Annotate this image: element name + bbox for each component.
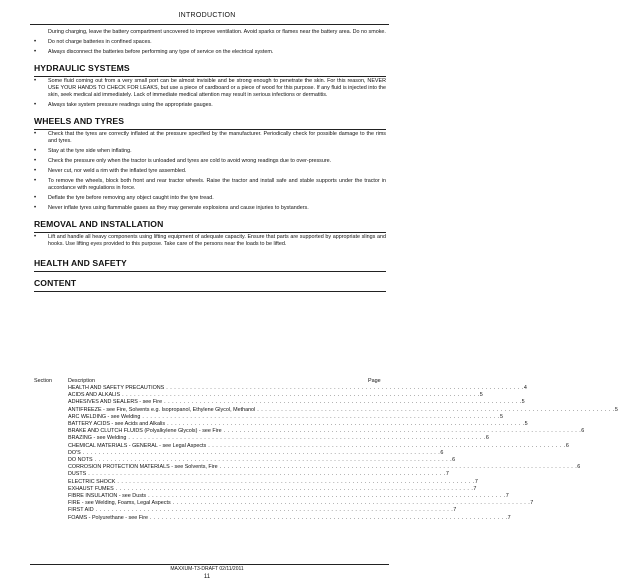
toc-description-text: EXHAUST FUMES xyxy=(68,485,114,492)
toc-page-cell: 6 xyxy=(485,435,489,442)
table-row xyxy=(34,392,483,399)
footer-note: MAXXUM-T3-DRAFT 02/11/2011 xyxy=(170,566,244,572)
toc-description-cell xyxy=(68,435,486,442)
toc-description-cell xyxy=(68,407,615,414)
toc-header-row xyxy=(34,378,386,385)
dot-leader: . . . . . . . . . . . . . . . . . . . . . . . . . . . . . . . . . . . . . . . . . . . . . . . . . . . . . . . . . . . . . . . . . . . . . . . . . . . . . . . . . . . . . . . . . . xyxy=(165,421,525,428)
table-row xyxy=(34,428,585,435)
dot-leader: . . . . . . . . . . . . . . . . . . . . . . . . . . . . . . . . . . . . . . . . . . . . . . . . . . . . . . . . . . . . . . . . . . . . . . . . . . . . . . . . . . . . . . . . . . xyxy=(221,428,582,435)
toc-description-text: ACIDS AND ALKALIS xyxy=(68,392,121,399)
header-rule xyxy=(30,24,389,25)
toc-section-cell xyxy=(34,428,68,435)
toc-rows xyxy=(34,385,618,522)
toc-description-text: FOAMS - Polyurethane - see Fire xyxy=(68,514,148,521)
toc-description-cell xyxy=(68,392,480,399)
toc-page-cell: 6 xyxy=(577,464,581,471)
table-row xyxy=(34,457,456,464)
toc-page-cell: 6 xyxy=(440,449,444,456)
list-item: • Some fluid coming out from a very small port can be almost invisible and be strong enough to penetrate the skin. For this reason, NEVER USE YOUR HANDS TO CHECK FOR LEAKS, but use a piece of cardboard or a piece of wood for this purpose. If any fluid is injected into the skin, seek medical aid immediately. Lack of immediate medical attention may result in serious infections or dermatitis. xyxy=(34,78,386,99)
toc-page-cell: 7 xyxy=(474,478,478,485)
toc-section-cell xyxy=(34,479,68,486)
toc-page-cell: 5 xyxy=(479,392,483,399)
toc-description-text: ANTIFREEZE - see Fire, Solvents e.g. Isopropanol, Ethylene Glycol, Methanol xyxy=(68,406,256,413)
toc-description-cell xyxy=(68,450,440,457)
dot-leader: . . . . . . . . . . . . . . . . . . . . . . . . . . . . . . . . . . . . . . . . . . . . . . . . . . . . . . . . . . . . . . . . . . . . . . . . . . . . . . . . . . . . . . . . . . xyxy=(92,457,453,464)
dot-leader: . . . . . . . . . . . . . . . . . . . . . . . . . . . . . . . . . . . . . . . . . . . . . . . . . . . . . . . . . . . . . . . . . . . . . . . . . . . . . . . . . . . . . . . . . . xyxy=(206,442,566,449)
toc-page-cell: 5 xyxy=(521,399,525,406)
dot-leader: . . . . . . . . . . . . . . . . . . . . . . . . . . . . . . . . . . . . . . . . . . . . . . . . . . . . . . . . . . . . . . . . . . . . . . . . . . . . . . . . . . . . . . . . . . xyxy=(146,493,506,500)
toc-page-cell: 7 xyxy=(507,514,511,521)
toc-page-cell: 7 xyxy=(505,493,509,500)
toc-section-cell xyxy=(34,399,68,406)
dot-leader: . . . . . . . . . . . . . . . . . . . . . . . . . . . . . . . . . . . . . . . . . . . . . . . . . . . . . . . . . . . . . . . . . . . . . . . . . . . . . . . . . . . . . . . . . . xyxy=(115,478,475,485)
list-item: • Check the pressure only when the tractor is unloaded and tyres are cold to avoid wrong readings due to over-pressure. xyxy=(34,158,386,165)
toc-description-cell xyxy=(68,515,508,522)
table-row xyxy=(34,507,457,514)
table-row xyxy=(34,385,527,392)
toc-section-cell xyxy=(34,407,68,414)
toc-description-cell xyxy=(68,493,506,500)
toc-section-cell xyxy=(34,507,68,514)
toc-description-text: BATTERY ACIDS - see Acids and Alkalis xyxy=(68,421,166,428)
toc-description-text: BRAZING - see Welding xyxy=(68,435,127,442)
table-row xyxy=(34,399,525,406)
body-content xyxy=(34,29,386,293)
toc-section-cell xyxy=(34,443,68,450)
toc-section-cell xyxy=(34,414,68,421)
toc-description-cell xyxy=(68,479,475,486)
toc-col-page: Page xyxy=(368,378,381,384)
dot-leader: . . . . . . . . . . . . . . . . . . . . . . . . . . . . . . . . . . . . . . . . . . . . . . . . . . . . . . . . . . . . . . . . . . . . . . . . . . . . . . . . . . . . . . . . . . xyxy=(255,406,615,413)
toc-page-cell: 6 xyxy=(452,457,456,464)
table-row xyxy=(34,485,477,493)
toc-description-text: CHEMICAL MATERIALS - GENERAL - see Legal Aspects xyxy=(68,442,207,449)
table-of-contents xyxy=(34,378,618,522)
toc-page-cell: 4 xyxy=(523,385,527,391)
section-heading-health: HEALTH AND SAFETY xyxy=(34,258,386,272)
table-row xyxy=(34,413,503,421)
list-item: • Do not charge batteries in confined spaces. xyxy=(34,39,386,46)
table-row xyxy=(34,442,569,450)
table-row xyxy=(34,471,449,478)
table-row xyxy=(34,406,618,414)
dot-leader: . . . . . . . . . . . . . . . . . . . . . . . . . . . . . . . . . . . . . . . . . . . . . . . . . . . . . . . . . . . . . . . . . . . . . . . . . . . . . . . . . . . . . . . . . . xyxy=(164,385,524,391)
toc-description-cell xyxy=(68,414,500,421)
dot-leader: . . . . . . . . . . . . . . . . . . . . . . . . . . . . . . . . . . . . . . . . . . . . . . . . . . . . . . . . . . . . . . . . . . . . . . . . . . . . . . . . . . . . . . . . . . xyxy=(113,485,474,492)
dot-leader: . . . . . . . . . . . . . . . . . . . . . . . . . . . . . . . . . . . . . . . . . . . . . . . . . . . . . . . . . . . . . . . . . . . . . . . . . . . . . . . . . . . . . . . . . . xyxy=(86,471,446,478)
toc-description-text: FIRE - see Welding, Foams, Legal Aspects xyxy=(68,500,171,507)
toc-description-cell xyxy=(68,486,473,493)
intro-paragraph: During charging, leave the battery compartment uncovered to improve ventilation. Avoid sparks or flames near the battery area. Do no smoke. xyxy=(48,29,386,35)
toc-description-cell xyxy=(68,443,566,450)
toc-description-cell xyxy=(68,471,446,478)
section-heading-content: CONTENT xyxy=(34,278,386,292)
section-heading-removal: REMOVAL AND INSTALLATION xyxy=(34,219,386,233)
toc-section-cell xyxy=(34,385,68,392)
toc-col-section: Section xyxy=(34,378,52,384)
toc-description-cell xyxy=(68,385,524,392)
list-item: • Lift and handle all heavy components using lifting equipment of adequate capacity. Ensure that parts are supported by appropriate slings and hooks. Use lifting eyes provided to this purpose. Take care of the persons near the loads to be lifted. xyxy=(34,234,386,248)
dot-leader: . . . . . . . . . . . . . . . . . . . . . . . . . . . . . . . . . . . . . . . . . . . . . . . . . . . . . . . . . . . . . . . . . . . . . . . . . . . . . . . . . . . . . . . . . . xyxy=(93,507,454,514)
toc-description-text: ELECTRIC SHOCK xyxy=(68,478,116,485)
section-heading-hydraulic: HYDRAULIC SYSTEMS xyxy=(34,63,386,77)
toc-description-text: FIRST AID xyxy=(68,507,94,514)
toc-section-cell xyxy=(34,421,68,428)
list-item: • Always disconnect the batteries before performing any type of service on the electrical system. xyxy=(34,49,386,56)
table-row xyxy=(34,449,444,457)
table-row xyxy=(34,421,528,428)
toc-description-text: FIBRE INSULATION - see Dusts xyxy=(68,493,147,500)
toc-description-cell xyxy=(68,507,453,514)
table-row xyxy=(34,500,534,507)
toc-page-cell: 6 xyxy=(581,428,585,435)
dot-leader: . . . . . . . . . . . . . . . . . . . . . . . . . . . . . . . . . . . . . . . . . . . . . . . . . . . . . . . . . . . . . . . . . . . . . . . . . . . . . . . . . . . . . . . . . . xyxy=(162,399,522,406)
toc-section-cell xyxy=(34,500,68,507)
toc-description-cell xyxy=(68,457,452,464)
toc-description-cell xyxy=(68,399,522,406)
running-header: INTRODUCTION xyxy=(178,12,236,19)
toc-section-cell xyxy=(34,471,68,478)
toc-description-text: HEALTH AND SAFETY PRECAUTIONS xyxy=(68,385,165,391)
dot-leader: . . . . . . . . . . . . . . . . . . . . . . . . . . . . . . . . . . . . . . . . . . . . . . . . . . . . . . . . . . . . . . . . . . . . . . . . . . . . . . . . . . . . . . . . . . xyxy=(217,464,578,471)
toc-page-cell: 7 xyxy=(473,485,477,492)
table-row xyxy=(34,514,511,522)
toc-section-cell xyxy=(34,486,68,493)
toc-section-cell xyxy=(34,457,68,464)
toc-description-text: CORROSION PROTECTION MATERIALS - see Solvents, Fire xyxy=(68,464,218,471)
dot-leader: . . . . . . . . . . . . . . . . . . . . . . . . . . . . . . . . . . . . . . . . . . . . . . . . . . . . . . . . . . . . . . . . . . . . . . . . . . . . . . . . . . . . . . . . . . xyxy=(170,500,531,507)
list-item: • Deflate the tyre before removing any object caught into the tyre tread. xyxy=(34,195,386,202)
table-row xyxy=(34,493,509,500)
footer-rule xyxy=(30,564,389,565)
toc-section-cell xyxy=(34,493,68,500)
section-heading-wheels: WHEELS AND TYRES xyxy=(34,116,386,130)
dot-leader: . . . . . . . . . . . . . . . . . . . . . . . . . . . . . . . . . . . . . . . . . . . . . . . . . . . . . . . . . . . . . . . . . . . . . . . . . . . . . . . . . . . . . . . . . . xyxy=(126,435,486,442)
dot-leader: . . . . . . . . . . . . . . . . . . . . . . . . . . . . . . . . . . . . . . . . . . . . . . . . . . . . . . . . . . . . . . . . . . . . . . . . . . . . . . . . . . . . . . . . . . xyxy=(148,514,508,521)
toc-description-text: DO'S xyxy=(68,449,81,456)
toc-page-cell: 5 xyxy=(614,406,618,413)
toc-section-cell xyxy=(34,450,68,457)
list-item: • Never cut, nor weld a rim with the inflated tyre assembled. xyxy=(34,168,386,175)
toc-page-cell: 5 xyxy=(500,413,503,420)
toc-description-cell xyxy=(68,500,530,507)
toc-page-cell: 7 xyxy=(453,507,457,514)
table-row xyxy=(34,435,489,442)
list-item: • Always take system pressure readings using the appropriate gauges. xyxy=(34,102,386,109)
toc-description-cell xyxy=(68,428,581,435)
table-row xyxy=(34,464,581,471)
toc-page-cell: 6 xyxy=(565,442,569,449)
toc-section-cell xyxy=(34,392,68,399)
toc-description-text: ARC WELDING - see Welding xyxy=(68,413,141,420)
toc-description-cell xyxy=(68,464,577,471)
list-item: • To remove the wheels, block both front and rear tractor wheels. Raise the tractor and install safe and stable supports under the tractor in accordance with regulations in force. xyxy=(34,178,386,192)
toc-page-cell: 7 xyxy=(530,500,534,507)
page-number: 11 xyxy=(203,574,211,580)
toc-description-text: DO NOTS xyxy=(68,457,93,464)
toc-page-cell: 5 xyxy=(524,421,528,428)
toc-section-cell xyxy=(34,515,68,522)
list-item: • Never inflate tyres using flammable gases as they may generate explosions and cause injuries to bystanders. xyxy=(34,205,386,212)
toc-description-cell xyxy=(68,421,525,428)
toc-description-text: DUSTS xyxy=(68,471,87,478)
toc-section-cell xyxy=(34,435,68,442)
dot-leader: . . . . . . . . . . . . . . . . . . . . . . . . . . . . . . . . . . . . . . . . . . . . . . . . . . . . . . . . . . . . . . . . . . . . . . . . . . . . . . . . . . . . . . . . . . xyxy=(140,413,500,420)
list-item: • Check that the tyres are correctly inflated at the pressure specified by the manufacturer. Periodically check for possible damage to the rims and tyres. xyxy=(34,131,386,145)
toc-page-cell: 7 xyxy=(445,471,449,478)
toc-col-description: Description xyxy=(68,378,95,384)
dot-leader: . . . . . . . . . . . . . . . . . . . . . . . . . . . . . . . . . . . . . . . . . . . . . . . . . . . . . . . . . . . . . . . . . . . . . . . . . . . . . . . . . . . . . . . . . . xyxy=(80,449,441,456)
toc-description-text: BRAKE AND CLUTCH FLUIDS (Polyalkylene Glycols) - see Fire xyxy=(68,428,222,435)
table-row xyxy=(34,478,478,486)
list-item: • Stay at the tyre side when inflating. xyxy=(34,148,386,155)
dot-leader: . . . . . . . . . . . . . . . . . . . . . . . . . . . . . . . . . . . . . . . . . . . . . . . . . . . . . . . . . . . . . . . . . . . . . . . . . . . . . . . . . . . . . . . . . . xyxy=(120,392,480,399)
toc-description-text: ADHESIVES AND SEALERS - see Fire xyxy=(68,399,163,406)
toc-section-cell xyxy=(34,464,68,471)
